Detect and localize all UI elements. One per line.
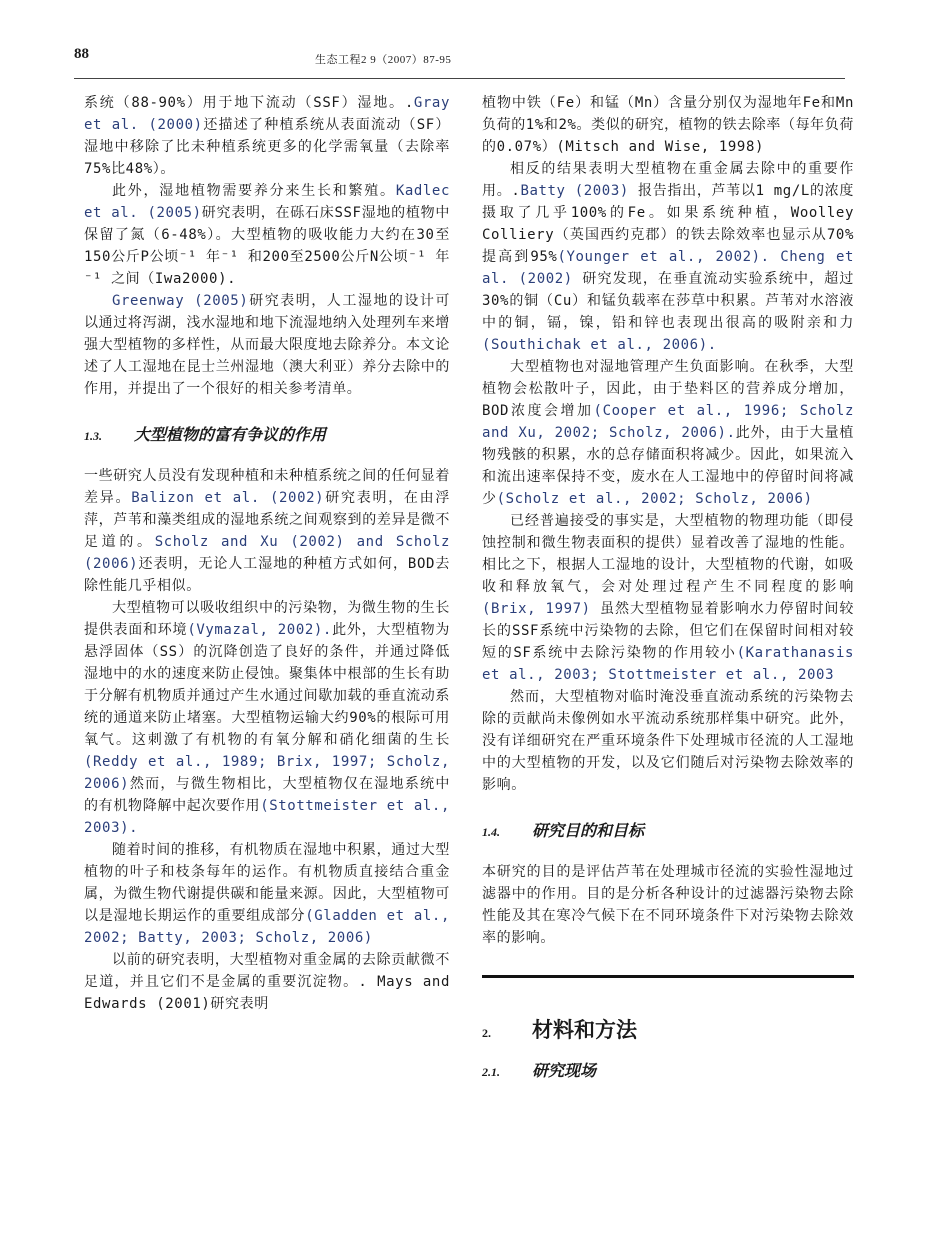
citation-link[interactable]: Kadlec et al. (2005) <box>84 183 450 221</box>
paragraph: 植物中铁（Fe）和锰（Mn）含量分别仅为湿地年Fe和Mn负荷的1%和2%。类似的研究，植物的铁去除率（每年负荷的0.07%）(Mitsch and Wise, 1998) <box>482 95 854 155</box>
page-number: 88 <box>74 46 89 62</box>
paragraph: 大型植物可以吸收组织中的污染物，为微生物的生长提供表面和环境(Vymazal, 2002).此外，大型植物为悬浮固体（SS）的沉降创造了良好的条件，并通过降低湿地中的水的速度来防止侵蚀。聚集体中根部的生长有助于分解有机物质并通过产生水通过间歇加载的垂直流动系统的通道来防止堵塞。大型植物运输大约90%的根际可用氧气。这刺激了有机物的有氧分解和硝化细菌的生长(Reddy et al., 1989; Brix, 1997; Scholz, 2006)然而，与微生物相比，大型植物仅在湿地系统中的有机物降解中起次要作用(Stottmeister et al., 2003). <box>84 600 450 836</box>
citation-link[interactable]: (Reddy et al., 1989; Brix, 1997; Scholz, 2006) <box>84 754 450 792</box>
citation-link[interactable]: Gray et al. (2000) <box>84 95 450 133</box>
paragraph: 一些研究人员没有发现种植和未种植系统之间的任何显着差异。Balizon et al. (2002)研究表明，在由浮萍，芦苇和藻类组成的湿地系统之间观察到的差异是微不足道的。Scholz and Xu (2002) and Scholz (2006)还表明，无论人工湿地的种植方式如何，BOD去除性能几乎相似。 <box>84 468 450 594</box>
citation-link[interactable]: (Vymazal, 2002). <box>187 622 332 638</box>
paragraph: 本研究的目的是评估芦苇在处理城市径流的实验性湿地过滤器中的作用。目的是分析各种设计的过滤器污染物去除性能及其在寒冷气候下在不同环境条件下对污染物去除效率的影响。 <box>482 864 854 946</box>
paragraph: Greenway (2005)研究表明，人工湿地的设计可以通过将泻湖，浅水湿地和地下流湿地纳入处理列车来增强大型植物的多样性，从而最大限度地去除养分。本文论述了人工湿地在昆士兰州湿地（澳大利亚）养分去除中的作用，并提出了一个很好的相关参考清单。 <box>84 293 450 397</box>
citation-link[interactable]: (Brix, 1997) <box>482 601 591 617</box>
citation-link[interactable]: (Southichak et al., 2006). <box>482 337 717 353</box>
paragraph: 系统（88-90%）用于地下流动（SSF）湿地。.Gray et al. (2000)还描述了种植系统从表面流动（SF）湿地中移除了比未种植系统更多的化学需氧量（去除率75%比48%）。 <box>84 95 451 177</box>
citation-link[interactable]: Batty (2003) <box>520 183 629 199</box>
right-column <box>482 92 854 1101</box>
citation-link[interactable]: (Stottmeister et al., 2003). <box>84 798 450 836</box>
citation-link[interactable]: (Younger et al., 2002). Cheng et al. (2002) <box>482 249 855 287</box>
section-heading-1-4: 1.4. 研究目的和目标 <box>482 823 645 840</box>
header-rule <box>74 78 845 79</box>
section-heading-2-1: 2.1. 研究现场 <box>482 1063 597 1080</box>
citation-link[interactable]: Scholz and Xu (2002) and Scholz (2006) <box>84 534 450 572</box>
citation-link[interactable]: Balizon et al. (2002) <box>131 490 325 506</box>
paragraph: 以前的研究表明，大型植物对重金属的去除贡献微不足道，并且它们不是金属的重要沉淀物。. Mays and Edwards (2001)研究表明 <box>84 952 450 1012</box>
section-divider <box>482 975 854 978</box>
paragraph: 大型植物也对湿地管理产生负面影响。在秋季，大型植物会松散叶子，因此，由于垫料区的营养成分增加，BOD浓度会增加(Cooper et al., 1996; Scholz and Xu, 2002; Scholz, 2006).此外，由于大量植物残骸的积累，水的总存储面积将减少。因此，如果流入和流出速率保持不变，废水在人工湿地中的停留时间将减少(Scholz et al., 2002; Scholz, 2006) <box>482 359 854 507</box>
paragraph: 此外，湿地植物需要养分来生长和繁殖。Kadlec et al. (2005)研究表明，在砾石床SSF湿地的植物中保留了氮（6-48%）。大型植物的吸收能力大约在30至150公斤P公顷⁻¹ 年⁻¹ 和200至2500公斤N公顷⁻¹ 年⁻¹ 之间（Iwa2000). <box>84 183 450 287</box>
left-column <box>84 92 450 1015</box>
paragraph: 然而，大型植物对临时淹没垂直流动系统的污染物去除的贡献尚未像例如水平流动系统那样集中研究。此外，没有详细研究在严重环境条件下处理城市径流的人工湿地中的大型植物的开发，以及它们随后对污染物去除效率的影响。 <box>482 689 854 793</box>
citation-link[interactable]: (Gladden et al., 2002; Batty, 2003; Scholz, 2006) <box>84 908 450 946</box>
paragraph: 相反的结果表明大型植物在重金属去除中的重要作用。.Batty (2003) 报告指出，芦苇以1 mg/L的浓度摄取了几乎100%的Fe。如果系统种植，Woolley Colliery（英国西约克郡）的铁去除效率也显示从70%提高到95%(Younger et al., 2002). Cheng et al. (2002) 研究发现，在垂直流动实验系统中，超过30%的铜（Cu）和锰负载率在莎草中积累。芦苇对水溶液中的铜，镉，镍，铅和锌也表现出很高的吸附亲和力(Southichak et al., 2006). <box>482 161 855 353</box>
paragraph: 已经普遍接受的事实是，大型植物的物理功能（即侵蚀控制和微生物表面积的提供）显着改善了湿地的性能。相比之下，根据人工湿地的设计，大型植物的代谢，如吸收和释放氧气，会对处理过程产生不同程度的影响(Brix, 1997) 虽然大型植物显着影响水力停留时间较长的SSF系统中污染物的去除，但它们在保留时间相对较短的SF系统中去除污染物的作用较小(Karathanasis et al., 2003; Stottmeister et al., 2003 <box>482 513 854 683</box>
citation-link[interactable]: (Scholz et al., 2002; Scholz, 2006) <box>496 491 813 507</box>
citation-link[interactable]: (Karathanasis et al., 2003; Stottmeister et al., 2003 <box>482 645 854 683</box>
paragraph: 随着时间的推移，有机物质在湿地中积累，通过大型植物的叶子和枝条每年的运作。有机物质直接结合重金属，为微生物代谢提供碳和能量来源。因此，大型植物可以是湿地长期运作的重要组成部分(Gladden et al., 2002; Batty, 2003; Scholz, 2006) <box>84 842 450 946</box>
citation-link[interactable]: Greenway (2005) <box>112 293 249 309</box>
section-heading-2: 2. 材料和方法 <box>482 1018 637 1042</box>
journal-citation: 生态工程2 9（2007）87-95 <box>315 54 452 66</box>
citation-link[interactable]: (Cooper et al., 1996; Scholz and Xu, 2002; Scholz, 2006). <box>482 403 854 441</box>
section-heading-1-3: 1.3. 大型植物的富有争议的作用 <box>84 427 327 444</box>
